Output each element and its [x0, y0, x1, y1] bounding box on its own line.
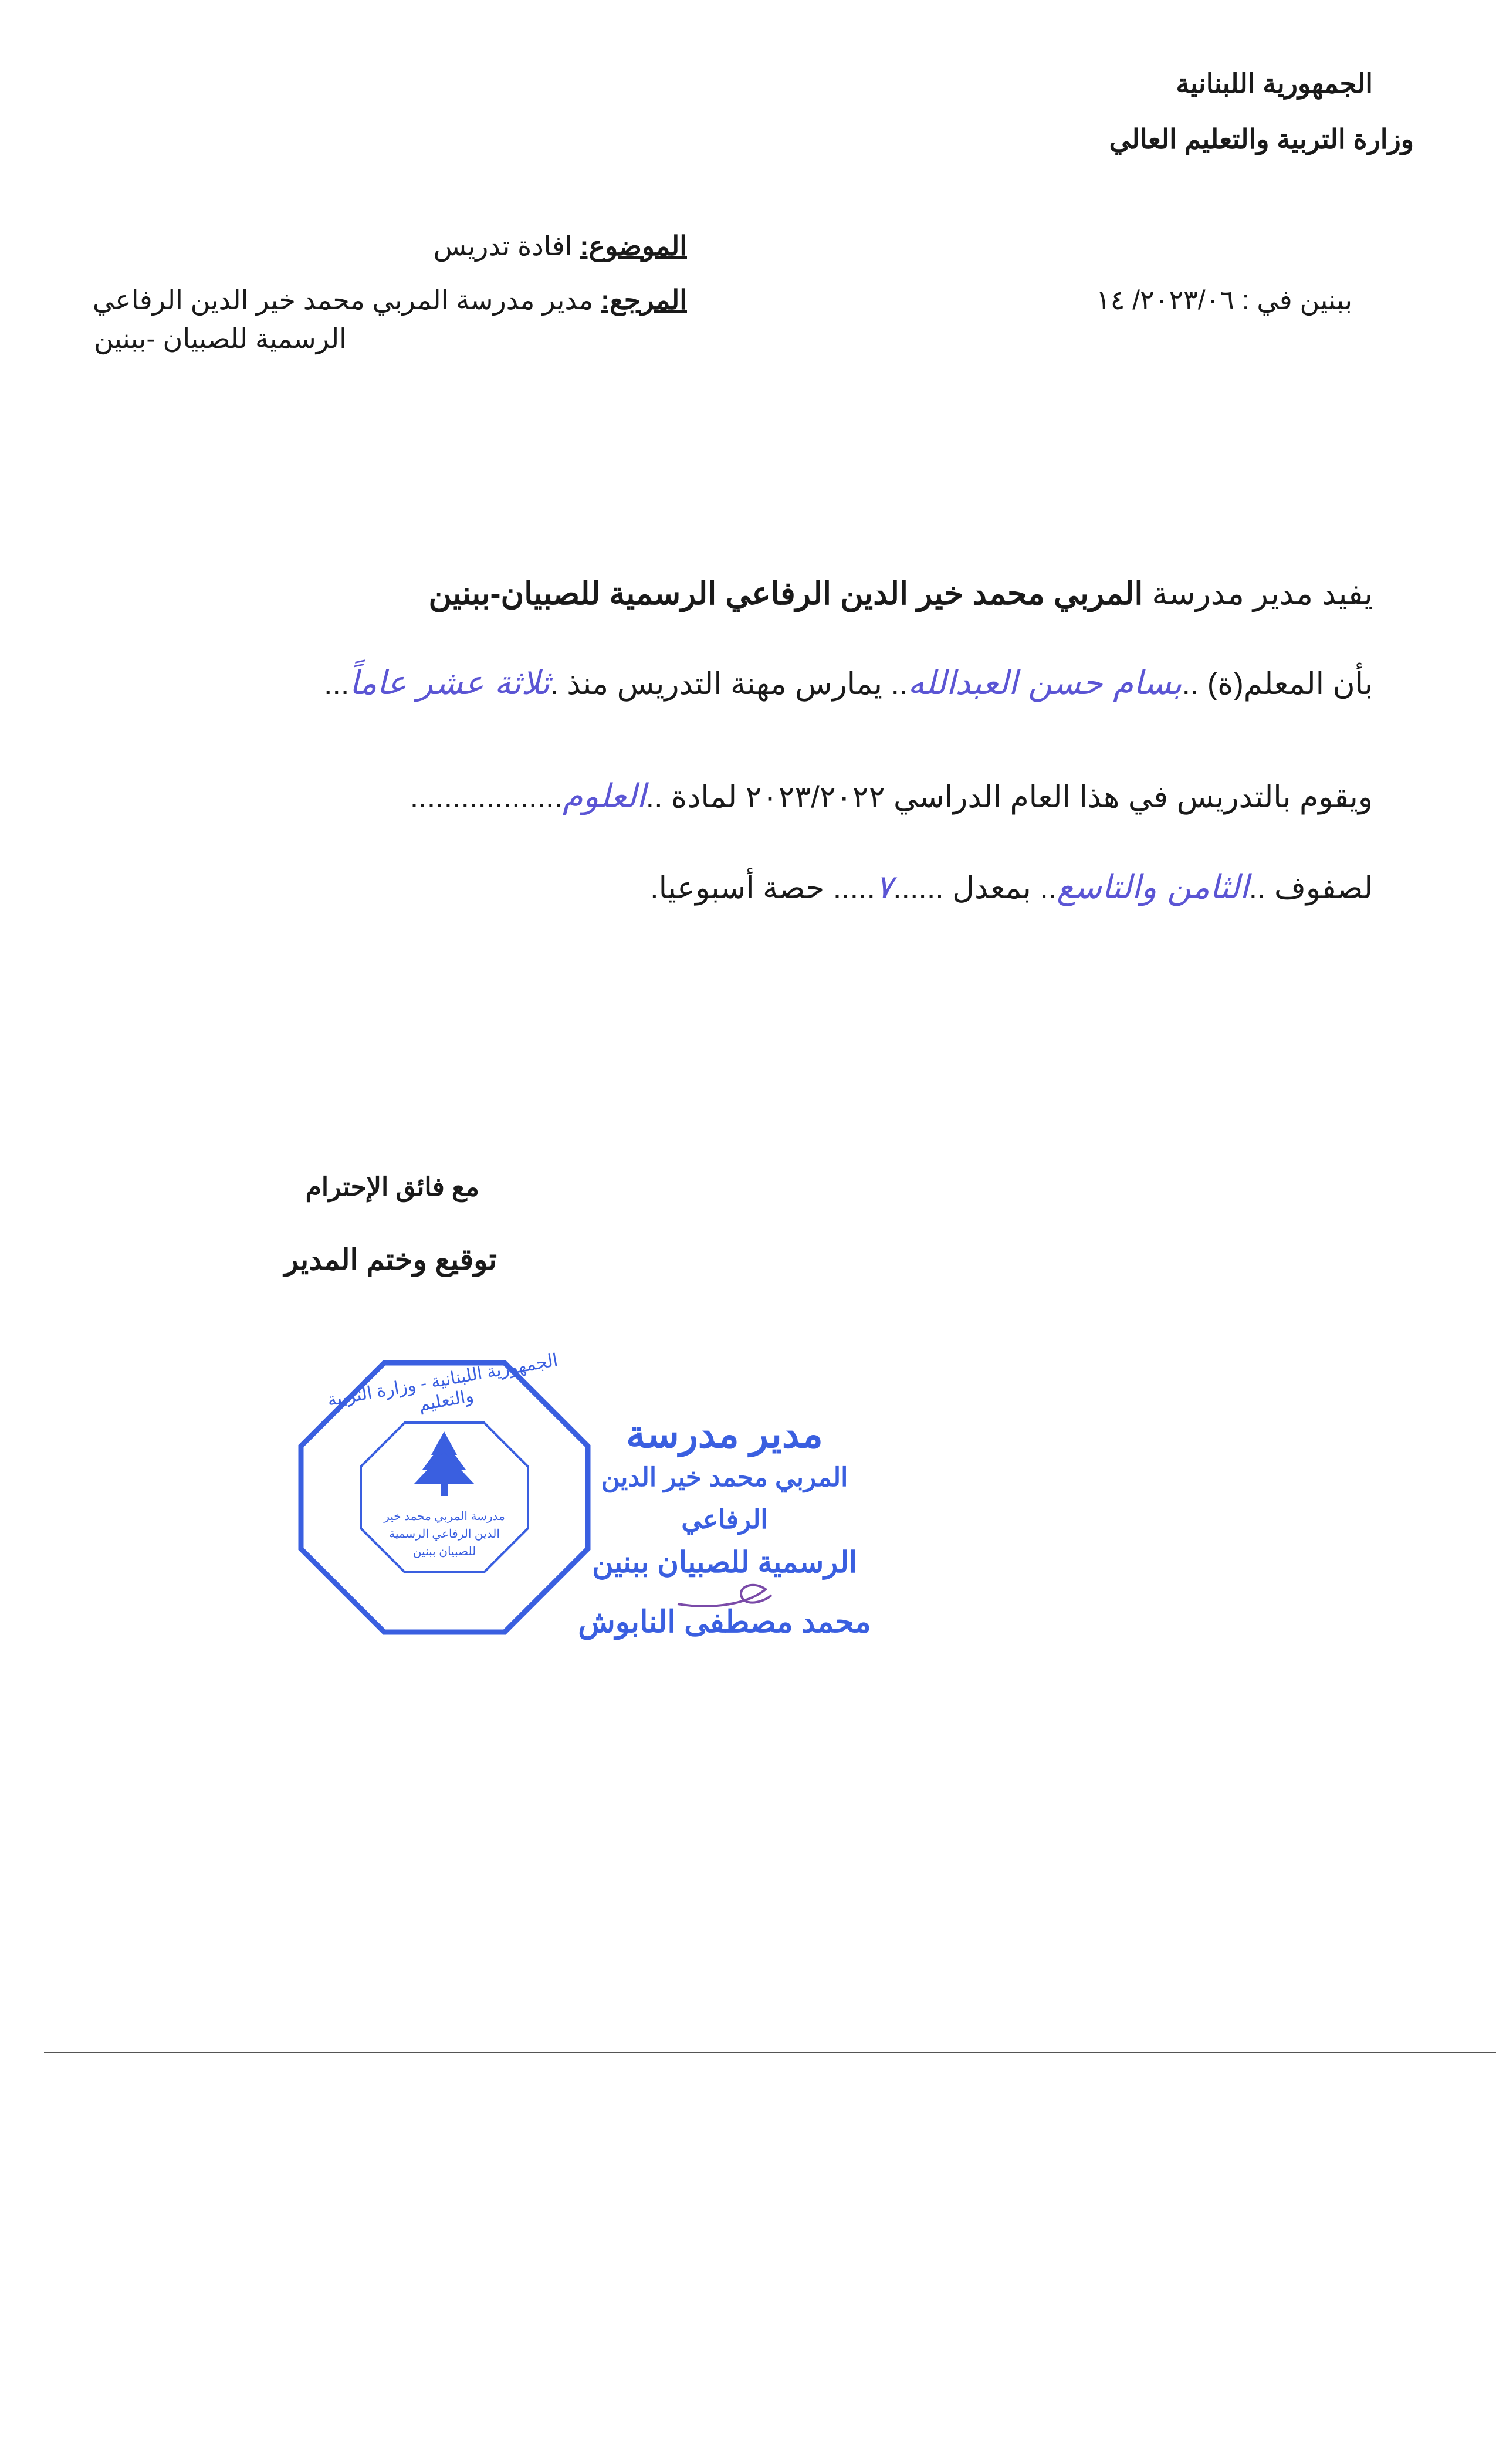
- stamp-title-line3: الرسمية للصبيان ببنين: [592, 1546, 857, 1579]
- body-line-1: [428, 575, 1373, 612]
- years-handwritten: ثلاثة عشر عاماً: [349, 664, 550, 702]
- body-line-4: لصفوف ..الثامن والتاسع.. بمعدل ......٧..... حصة أسبوعيا.: [650, 868, 1373, 906]
- line3-text: ويقوم بالتدريس في هذا العام الدراسي ٢٠٢٣/٢٠٢٢ لمادة: [671, 780, 1373, 814]
- classes-handwritten: الثامن والتاسع: [1057, 868, 1249, 906]
- director-stamp: [554, 1411, 895, 1643]
- hours-handwritten: ٧: [875, 868, 893, 906]
- line4-text-b: بمعدل: [952, 871, 1031, 905]
- reference-value-line1: مدير مدرسة المربي محمد خير الدين الرفاعي: [92, 285, 594, 315]
- subject-line: [434, 230, 687, 262]
- date-label: ببنين في :: [1241, 285, 1352, 315]
- stamp-outer-ring: الجمهورية اللبنانية - وزارة التربية والتعليم: [326, 1350, 560, 1415]
- subject-handwritten: العلوم: [562, 777, 646, 815]
- cedar-tree-icon: [414, 1431, 475, 1496]
- reference-line: [93, 284, 687, 316]
- body-line-3: ويقوم بالتدريس في هذا العام الدراسي ٢٠٢٣/٢٠٢٢ لمادة ..العلوم..................: [409, 777, 1373, 815]
- subject-value: افادة تدريس: [433, 231, 573, 261]
- stamp-inner-text: مدرسة المربي محمد خير الدين الرفاعي الرسمية للصبيان ببنين: [384, 1510, 505, 1558]
- date-line: [1096, 284, 1352, 316]
- line2-text-a: بأن المعلم(ة): [1207, 667, 1373, 701]
- closing-regards: مع فائق الإحترام: [305, 1173, 479, 1201]
- school-name: المربي محمد خير الدين الرفاعي الرسمية للصبيان-ببنين: [428, 576, 1143, 611]
- page-divider: [44, 2052, 1496, 2053]
- reference-value-line2: الرسمية للصبيان -ببنين: [94, 323, 347, 354]
- line4-text-c: حصة أسبوعيا.: [650, 871, 825, 905]
- official-stamp: [296, 1350, 593, 1637]
- stamp-title-line1: مدير مدرسة: [626, 1412, 823, 1456]
- reference-label: المرجع:: [600, 285, 687, 315]
- date-value: ٢٠٢٣/٠٦/ ١٤: [1096, 285, 1235, 315]
- teacher-name-handwritten: بسام حسن العبدالله: [908, 664, 1182, 702]
- line2-text-b: يمارس مهنة التدريس منذ: [567, 667, 882, 701]
- stamp-title-line2: المربي محمد خير الدين الرفاعي: [601, 1463, 848, 1534]
- director-name: محمد مصطفى النابوش: [578, 1605, 871, 1639]
- signature-label: توقيع وختم المدير: [284, 1243, 497, 1276]
- header-ministry: وزارة التربية والتعليم العالي: [1109, 124, 1414, 154]
- header-country: الجمهورية اللبنانية: [1176, 68, 1373, 99]
- line4-text-a: لصفوف: [1274, 871, 1373, 905]
- subject-label: الموضوع:: [580, 231, 687, 261]
- body-line-2: بأن المعلم(ة) ..بسام حسن العبدالله.. يمارس مهنة التدريس منذ .ثلاثة عشر عاماً...: [324, 664, 1373, 702]
- line1-prefix: يفيد مدير مدرسة: [1152, 576, 1373, 611]
